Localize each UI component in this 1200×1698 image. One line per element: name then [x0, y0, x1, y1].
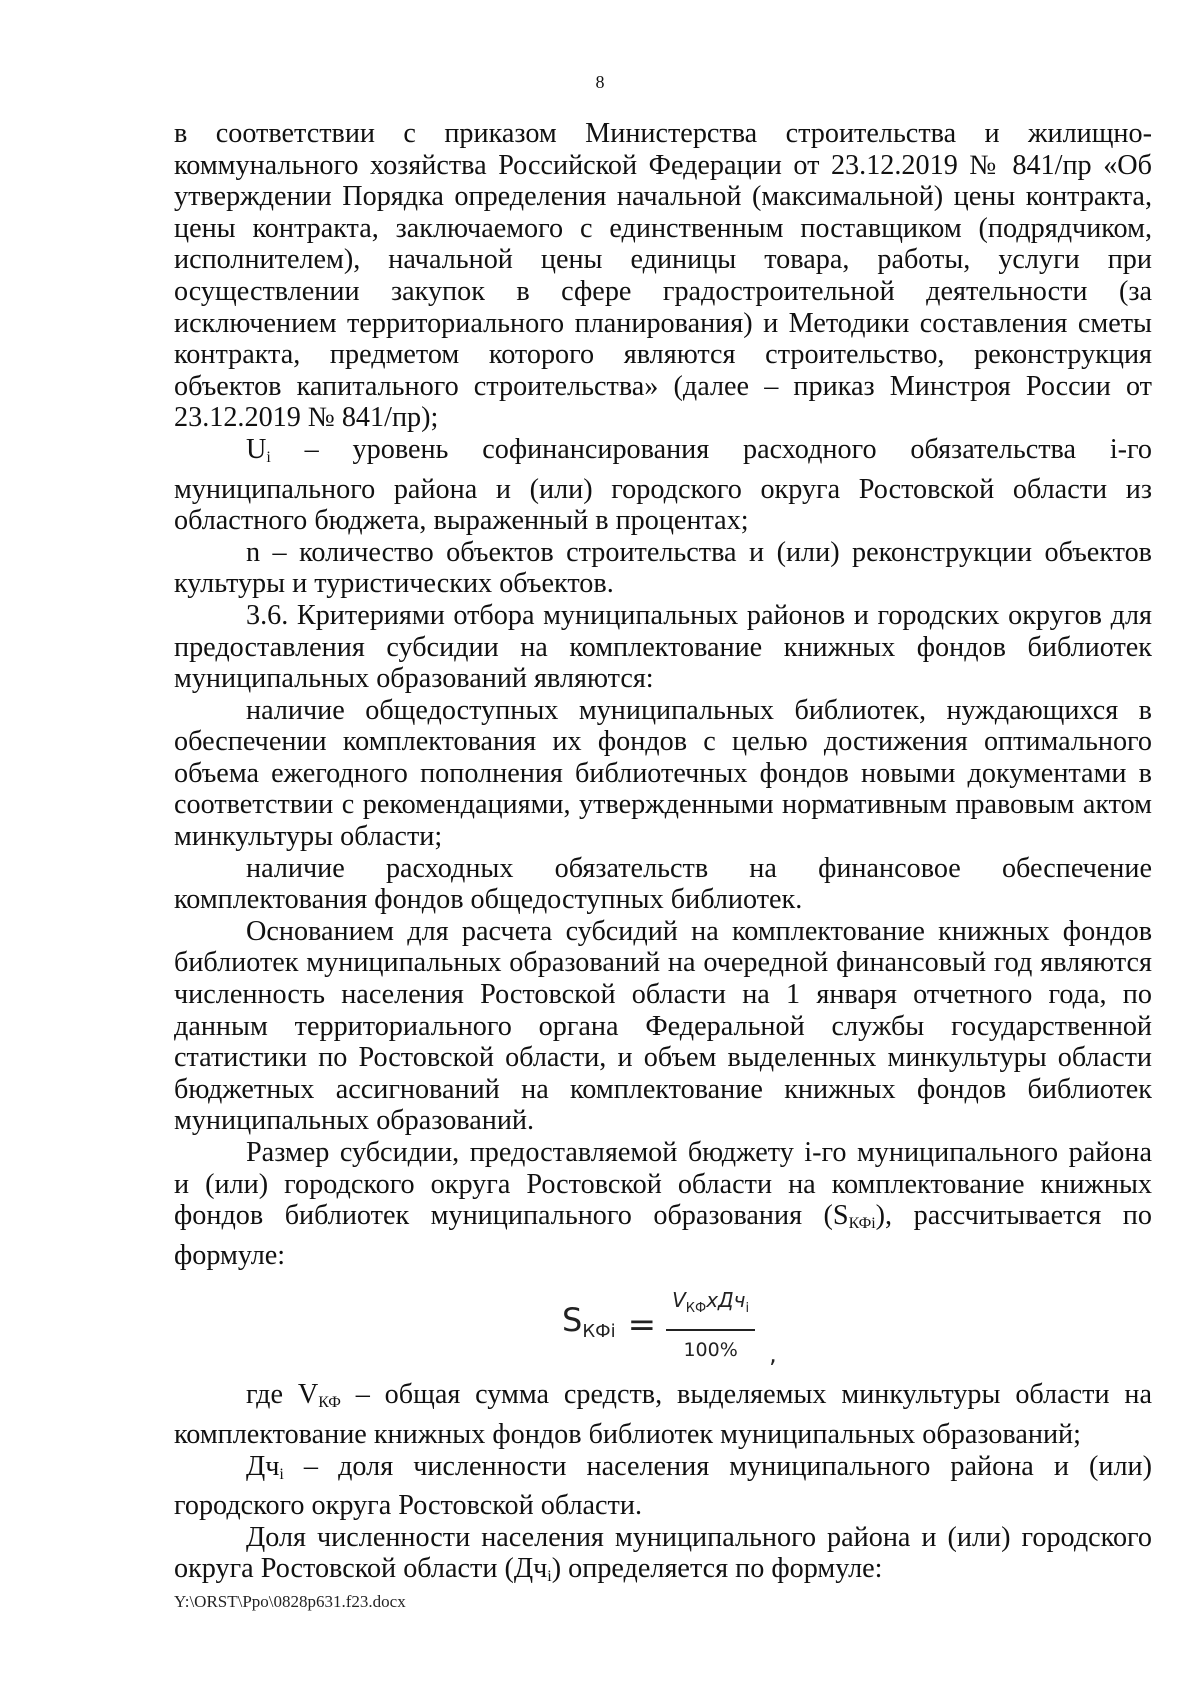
dchi-definition-text: – доля численности населения муниципального района и (или) городского округа Ростовской области.	[174, 1450, 1153, 1522]
vkf-definition-text: – общая сумма средств, выделяемых минкультуры области на комплектование книжных фондов библиотек муниципальных образований;	[174, 1379, 1153, 1450]
paragraph-calculation-basis: Основанием для расчета субсидий на комплектование книжных фондов библиотек муниципальных образований на очередной финансовый год являются численность населения Ростовской области на 1 января отчетного года, по данным территориального органа Федеральной службы государственной статистики по Ростовской области, и объем выделенных минкультуры области бюджетных ассигнований на комплектование книжных фондов библиотек муниципальных образований.	[174, 915, 1152, 1137]
formula-block	[174, 1271, 1152, 1379]
document-body	[174, 118, 1152, 1593]
formula-num-v-subscript: КФ	[685, 1301, 707, 1317]
paragraph-population-share	[174, 1522, 1152, 1593]
paragraph-dchi-definition	[174, 1451, 1152, 1522]
dch-subscript: i	[279, 1465, 284, 1483]
paragraph-vkf-definition	[174, 1379, 1152, 1450]
paragraph-3-6-criteria: 3.6. Критериями отбора муниципальных районов и городских округов для предоставления субсидии на комплектование книжных фондов библиотек муниципальных образований являются:	[174, 599, 1152, 695]
formula-fraction	[666, 1285, 755, 1366]
paragraph-ui-definition	[174, 434, 1152, 537]
symbol-u-subscript: i	[266, 448, 271, 466]
formula-lhs	[562, 1300, 616, 1348]
paragraph-criterion-obligations: наличие расходных обязательств на финансовое обеспечение комплектования фондов общедоступных библиотек.	[174, 852, 1152, 916]
formula-lhs-base: S	[562, 1300, 583, 1339]
page-number: 8	[595, 72, 605, 92]
symbol-u: U	[246, 433, 267, 465]
ui-definition-text: – уровень софинансирования расходного обязательства i-го муниципального района и (или) городского округа Ростовской области из областного бюджета, выраженный в процентах;	[174, 433, 1152, 537]
formula-denominator: 100%	[683, 1338, 738, 1361]
formula-lhs-subscript: КФi	[582, 1320, 616, 1342]
population-share-text: Доля численности населения муниципального района и (или) городского округа Ростовской области (Дч	[174, 1521, 1152, 1585]
vkf-subscript: КФ	[318, 1394, 341, 1412]
population-share-subscript: i	[547, 1568, 552, 1586]
formula-num-v: V	[672, 1288, 686, 1313]
subsidy-size-text: Размер субсидии, предоставляемой бюджету i-го муниципального района и (или) городского округа Ростовской области на комплектование книжных фондов библиотек муниципального образования (S	[174, 1137, 1152, 1232]
subsidy-size-text-end: ), рассчитывается по формуле:	[174, 1200, 1152, 1271]
formula-numerator	[666, 1285, 755, 1331]
population-share-text-end: ) определяется по формуле:	[551, 1553, 883, 1585]
paragraph-n-definition: n – количество объектов строительства и (или) реконструкции объектов культуры и туристических объектов.	[174, 536, 1152, 600]
formula-num-times: х	[706, 1288, 719, 1313]
footer-file-path: Y:\ORST\Ppo\0828p631.f23.docx	[174, 1592, 406, 1611]
paragraph-criterion-libraries: наличие общедоступных муниципальных библиотек, нуждающихся в обеспечении комплектования их фондов с целью достижения оптимального объема ежегодного пополнения библиотечных фондов новыми документами в соответствии с рекомендациями, утвержденными нормативным правовым актом минкультуры области;	[174, 694, 1152, 853]
formula-num-dch-subscript: i	[745, 1301, 750, 1317]
vkf-prefix: где V	[246, 1379, 319, 1411]
formula-num-dch: Дч	[718, 1288, 746, 1313]
dch-symbol: Дч	[246, 1450, 280, 1482]
formula-trailing-comma: ,	[769, 1339, 777, 1368]
paragraph-subsidy-size	[174, 1137, 1152, 1271]
s-kfi-subscript: КФi	[848, 1215, 876, 1233]
formula-equals: =	[627, 1305, 657, 1346]
paragraph-order-reference: в соответствии с приказом Министерства строительства и жилищно-коммунального хозяйства Российской Федерации от 23.12.2019 № 841/пр «Об утверждении Порядка определения начальной (максимальной) цены контракта, цены контракта, заключаемого с единственным поставщиком (подрядчиком, исполнителем), начальной цены единицы товара, работы, услуги при осуществлении закупок в сфере градостроительной деятельности (за исключением территориального планирования) и Методики составления сметы контракта, предметом которого являются строительство, реконструкция объектов капитального строительства» (далее – приказ Минстроя России от 23.12.2019 № 841/пр);	[174, 118, 1152, 434]
subsidy-formula	[562, 1285, 777, 1366]
